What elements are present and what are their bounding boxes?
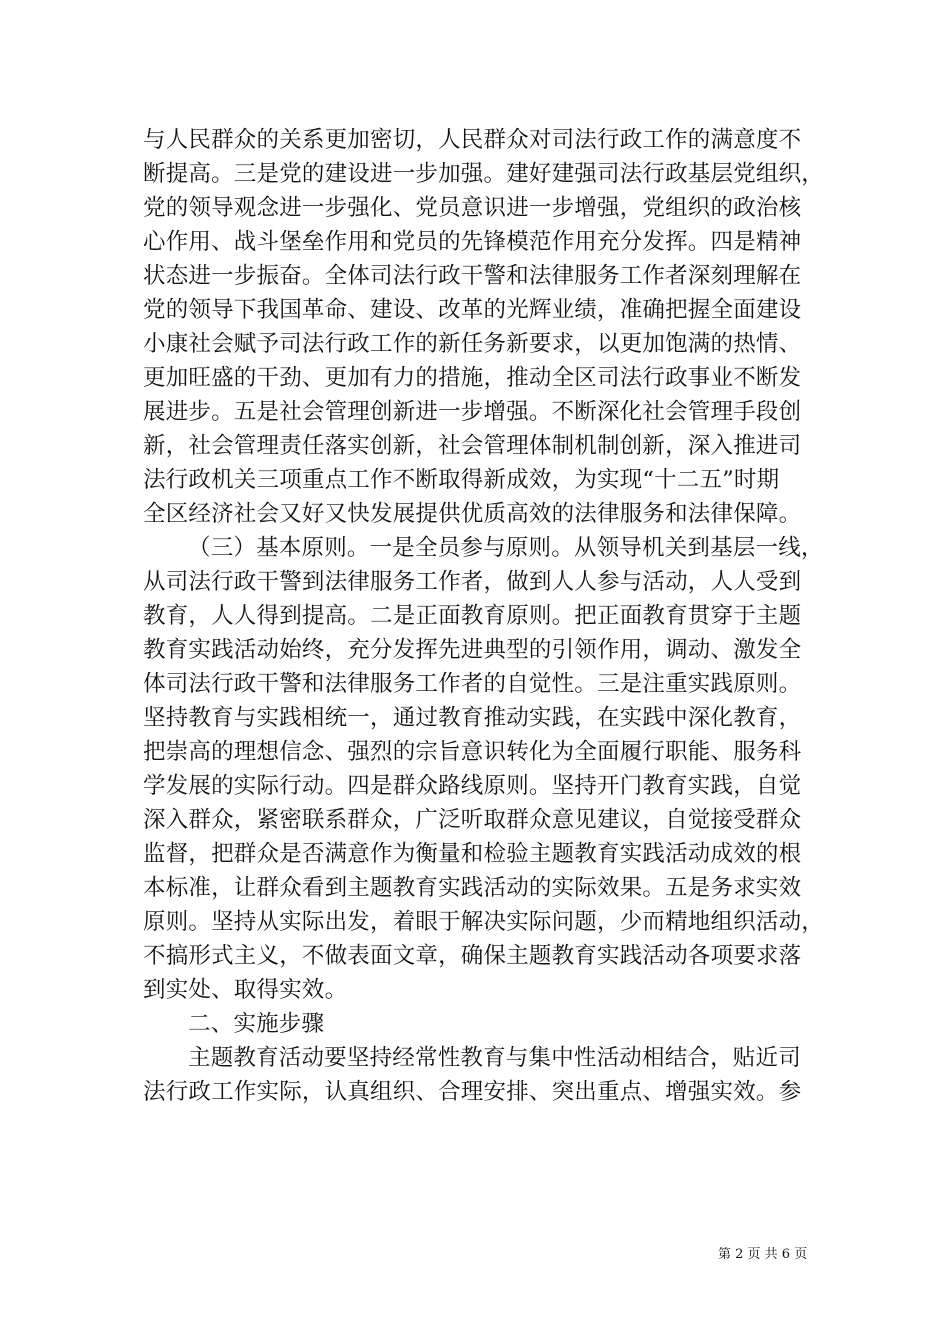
text-line: 从司法行政干警到法律服务工作者，做到人人参与活动，人人受到 <box>143 569 802 595</box>
text-line: 与人民群众的关系更加密切，人民群众对司法行政工作的满意度不 <box>143 127 802 153</box>
text-line: 教育实践活动始终，充分发挥先进典型的引领作用，调动、激发全 <box>143 637 802 663</box>
text-line: 坚持教育与实践相统一，通过教育推动实践，在实践中深化教育， <box>143 705 802 731</box>
page-number-footer: 第 2 页 共 6 页 <box>718 1247 808 1262</box>
text-line: 深入群众，紧密联系群众，广泛听取群众意见建议，自觉接受群众 <box>143 807 802 833</box>
text-line: 监督，把群众是否满意作为衡量和检验主题教育实践活动成效的根 <box>143 841 802 867</box>
text-line: 体司法行政干警和法律服务工作者的自觉性。三是注重实践原则。 <box>143 671 802 697</box>
section-heading-line: （三）基本原则。一是全员参与原则。从领导机关到基层一线， <box>188 535 824 561</box>
text-line: 教育，人人得到提高。二是正面教育原则。把正面教育贯穿于主题 <box>143 603 802 629</box>
text-line: 心作用、战斗堡垒作用和党员的先锋模范作用充分发挥。四是精神 <box>143 229 802 255</box>
text-line: 把崇高的理想信念、强烈的宗旨意识转化为全面履行职能、服务科 <box>143 739 802 765</box>
section-heading: 二、实施步骤 <box>188 1011 325 1037</box>
text-line: 断提高。三是党的建设进一步加强。建好建强司法行政基层党组织， <box>143 161 825 187</box>
text-line: 主题教育活动要坚持经常性教育与集中性活动相结合，贴近司 <box>188 1045 801 1071</box>
text-line: 法行政机关三项重点工作不断取得新成效，为实现“十二五”时期 <box>143 467 780 493</box>
text-line: 新，社会管理责任落实创新，社会管理体制机制创新，深入推进司 <box>143 433 802 459</box>
text-line: 法行政工作实际，认真组织、合理安排、突出重点、增强实效。参 <box>143 1079 802 1105</box>
text-line: 不搞形式主义，不做表面文章，确保主题教育实践活动各项要求落 <box>143 943 802 969</box>
text-line: 展进步。五是社会管理创新进一步增强。不断深化社会管理手段创 <box>143 399 802 425</box>
text-line: 更加旺盛的干劲、更加有力的措施，推动全区司法行政事业不断发 <box>143 365 802 391</box>
text-line: 到实处、取得实效。 <box>143 977 348 1003</box>
text-line: 党的领导下我国革命、建设、改革的光辉业绩，准确把握全面建设 <box>143 297 802 323</box>
text-line: 本标准，让群众看到主题教育实践活动的实际效果。五是务求实效 <box>143 875 802 901</box>
text-line: 党的领导观念进一步强化、党员意识进一步增强，党组织的政治核 <box>143 195 802 221</box>
text-line: 小康社会赋予司法行政工作的新任务新要求，以更加饱满的热情、 <box>143 331 802 357</box>
text-line: 原则。坚持从实际出发，着眼于解决实际问题，少而精地组织活动， <box>143 909 825 935</box>
text-line: 学发展的实际行动。四是群众路线原则。坚持开门教育实践，自觉 <box>143 773 802 799</box>
text-line: 全区经济社会又好又快发展提供优质高效的法律服务和法律保障。 <box>143 501 802 527</box>
text-line: 状态进一步振奋。全体司法行政干警和法律服务工作者深刻理解在 <box>143 263 802 289</box>
